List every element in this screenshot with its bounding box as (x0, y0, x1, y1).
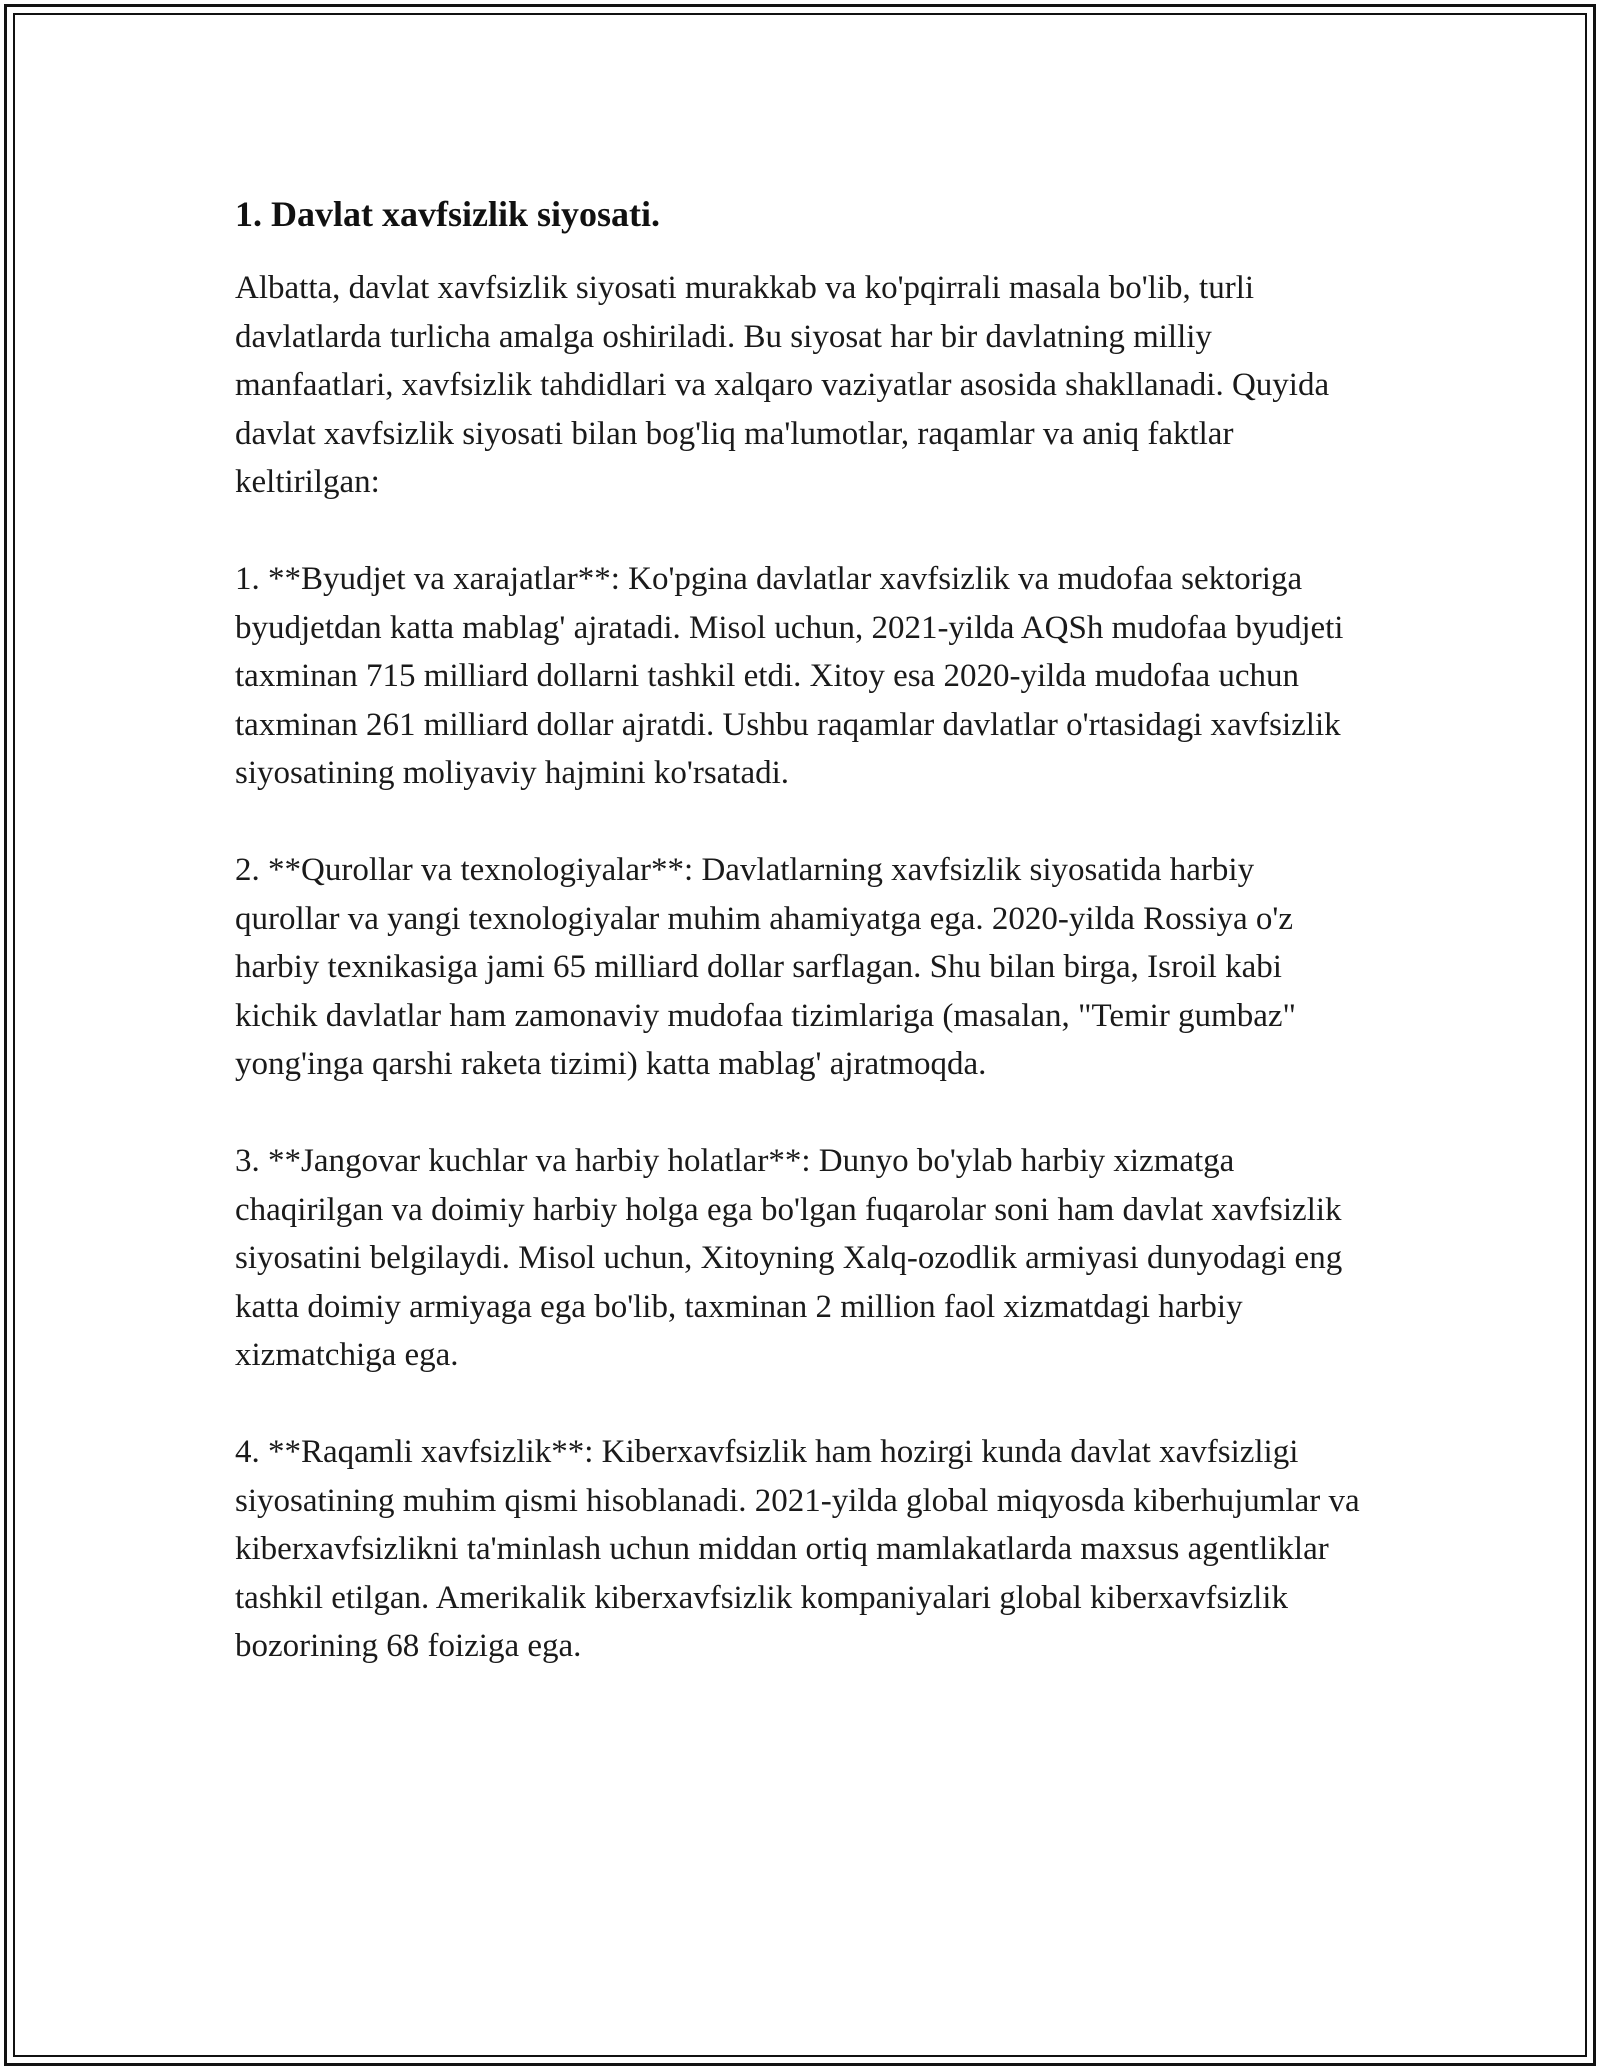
point-weapons: 2. **Qurollar va texnologiyalar**: Davlatlarning xavfsizlik siyosatida harbiy qurollar va yangi texnologiyalar muhim ahamiyatga ega. 2020-yilda Rossiya o'z harbiy texnikasiga jami 65 milliard dollar sarflagan. Shu bilan birga, Isroil kabi kichik davlatlar ham zamonaviy mudofaa tizimlariga (masalan, "Temir gumbaz" yong'inga qarshi raketa tizimi) katta mablag' ajratmoqda. (235, 852, 1296, 1082)
section-heading: 1. Davlat xavfsizlik siyosati. (235, 194, 661, 234)
point-budget: 1. **Byudjet va xarajatlar**: Ko'pgina davlatlar xavfsizlik va mudofaa sektoriga byudjetdan katta mablag' ajratadi. Misol uchun, 2021-yilda AQSh mudofaa byudjeti taxminan 715 milliard dollarni tashkil etdi. Xitoy esa 2020-yilda mudofaa uchun taxminan 261 milliard dollar ajratdi. Ushbu raqamlar davlatlar o'rtasidagi xavfsizlik siyosatining moliyaviy hajmini ko'rsatadi. (235, 561, 1344, 791)
point-armed-forces: 3. **Jangovar kuchlar va harbiy holatlar**: Dunyo bo'ylab harbiy xizmatga chaqirilgan va doimiy harbiy holga ega bo'lgan fuqarolar soni ham davlat xavfsizlik siyosatini belgilaydi. Misol uchun, Xitoyning Xalq-ozodlik armiyasi dunyodagi eng katta doimiy armiyaga ega bo'lib, taxminan 2 million faol xizmatdagi harbiy xizmatchiga ega. (235, 1143, 1343, 1373)
intro-paragraph: Albatta, davlat xavfsizlik siyosati murakkab va ko'pqirrali masala bo'lib, turli davlatlarda turlicha amalga oshiriladi. Bu siyosat har bir davlatning milliy manfaatlari, xavfsizlik tahdidlari va xalqaro vaziyatlar asosida shakllanadi. Quyida davlat xavfsizlik siyosati bilan bog'liq ma'lumotlar, raqamlar va aniq faktlar keltirilgan: (235, 270, 1330, 500)
point-cybersecurity: 4. **Raqamli xavfsizlik**: Kiberxavfsizlik ham hozirgi kunda davlat xavfsizligi siyosatining muhim qismi hisoblanadi. 2021-yilda global miqyosda kiberhujumlar va kiberxavfsizlikni ta'minlash uchun middan ortiq mamlakatlarda maxsus agentliklar tashkil etilgan. Amerikalik kiberxavfsizlik kompaniyalari global kiberxavfsizlik bozorining 68 foiziga ega. (235, 1434, 1360, 1664)
document-body (235, 190, 1365, 1719)
